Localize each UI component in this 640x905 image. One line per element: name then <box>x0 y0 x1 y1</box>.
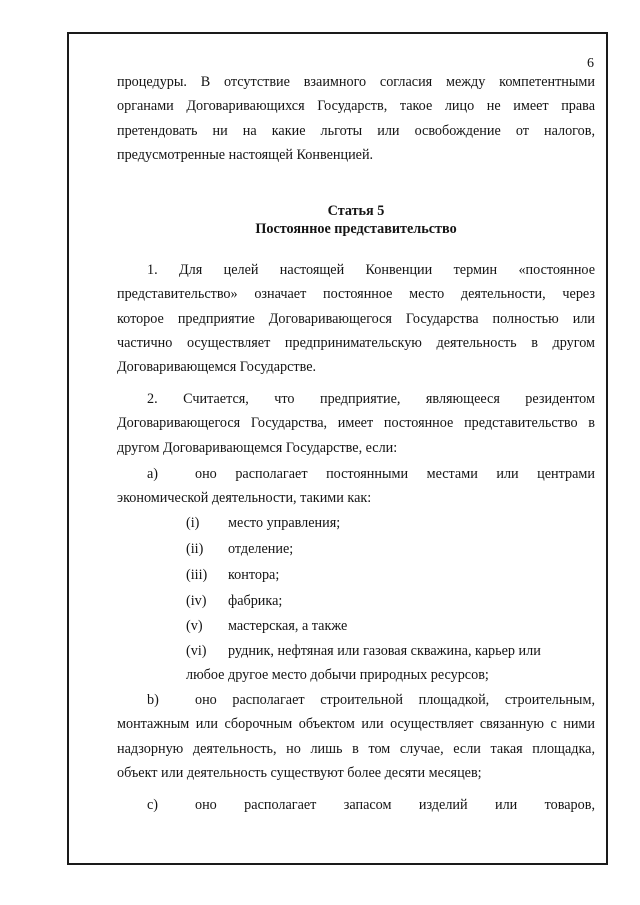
list-item <box>186 614 586 638</box>
subitem-a-text: оно располагает постоянными местами или центрами <box>195 466 595 482</box>
text-line: другом Договаривающемся Государстве, если: <box>117 439 398 456</box>
list-item-continuation: любое другое место добычи природных ресурсов; <box>186 667 489 683</box>
text-line: Договаривающемся Государстве. <box>117 359 317 376</box>
list-item-text: отделение; <box>228 541 294 557</box>
text-line <box>117 793 595 817</box>
text-line: претендовать ни на какие льготы или освобождение от налогов, <box>117 122 595 139</box>
list-item-text: место управления; <box>228 515 341 531</box>
list-item-text: рудник, нефтяная или газовая скважина, карьер или <box>228 643 541 659</box>
paragraph-2 <box>117 387 595 460</box>
text-line: предусмотренные настоящей Конвенцией. <box>117 146 374 163</box>
text-line: органами Договаривающихся Государств, такое лицо не имеет права <box>117 98 595 115</box>
text-line: экономической деятельности, такими как: <box>117 490 372 507</box>
text-line: монтажным или сборочным объектом или осуществляет связанную с ними <box>117 716 595 733</box>
article-subtitle: Постоянное представительство <box>255 221 457 237</box>
text-line: надзорную деятельность, но лишь в том случае, если такая площадка, <box>117 740 595 757</box>
paragraph-1 <box>117 258 595 379</box>
subitem-b <box>117 688 595 785</box>
subitem-a-label: a) <box>147 466 159 482</box>
text-line: частично осуществляет предпринимательскую деятельность в другом <box>117 334 595 351</box>
list-item <box>186 511 586 535</box>
page-number: 6 <box>587 56 594 71</box>
subitem-b-label: b) <box>147 692 159 708</box>
subitem-c-label: c) <box>147 797 159 813</box>
list-item-text: контора; <box>228 567 280 583</box>
list-item-number: (iv) <box>186 593 207 609</box>
list-item-number: (ii) <box>186 541 204 557</box>
list-item-number: (v) <box>186 618 203 634</box>
list-item-number: (i) <box>186 515 200 531</box>
text-line: Договаривающегося Государства, имеет постоянное представительство в <box>117 415 595 432</box>
list-item-text: фабрика; <box>228 593 283 609</box>
text-line: объект или деятельность существуют более десяти месяцев; <box>117 764 482 781</box>
list-item <box>186 537 586 561</box>
subitem-a <box>117 462 595 511</box>
text-line: 2. Считается, что предприятие, являющееся резидентом <box>147 391 595 407</box>
text-line <box>117 462 595 486</box>
text-line: 1. Для целей настоящей Конвенции термин «постоянное <box>147 262 595 278</box>
list-item <box>186 563 586 587</box>
subitem-b-text: оно располагает строительной площадкой, строительным, <box>195 692 595 708</box>
text-line: которое предприятие Договаривающегося Государства полностью или <box>117 310 595 327</box>
text-line: процедуры. В отсутствие взаимного согласия между компетентными <box>117 74 595 90</box>
text-line <box>117 688 595 712</box>
list-item <box>186 589 586 613</box>
list-item <box>186 639 586 663</box>
subitem-c <box>117 793 595 817</box>
list-item-number: (vi) <box>186 643 207 659</box>
list-item-number: (iii) <box>186 567 208 583</box>
article-title: Статья 5 <box>327 203 385 219</box>
text-line: представительство» означает постоянное место деятельности, через <box>117 286 595 303</box>
list-item-text: мастерская, а также <box>228 618 348 634</box>
intro-paragraph <box>117 70 595 167</box>
subitem-c-text: оно располагает запасом изделий или товаров, <box>195 797 595 813</box>
